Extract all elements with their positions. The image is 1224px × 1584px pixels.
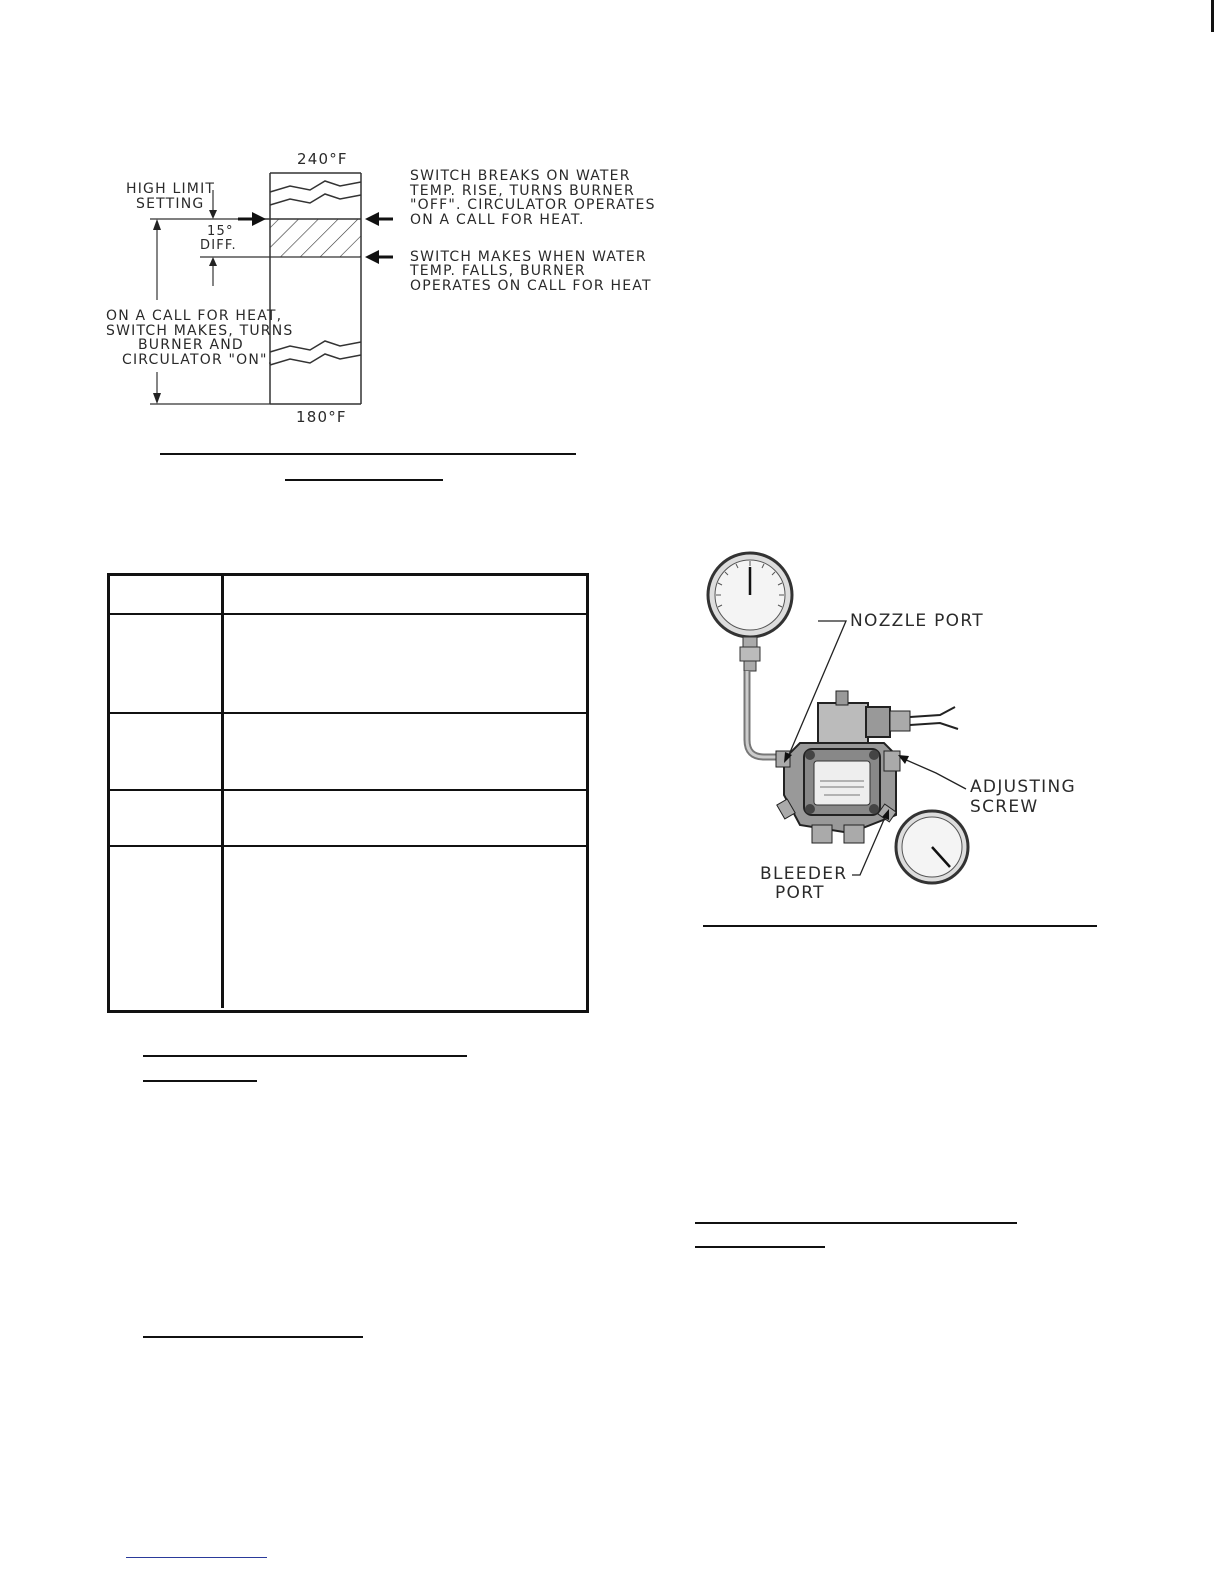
left-heading-rule-1 [143,1055,467,1057]
diagram-caption-rule-2 [285,479,443,481]
table-border [107,573,589,1013]
table-row-divider-4 [108,845,586,847]
makes-note-line3: OPERATES ON CALL FOR HEAT [410,278,652,294]
right-heading-rule-1 [695,1222,1017,1224]
pump-caption-rule [703,925,1097,927]
adjusting-screw-label-line2: SCREW [970,797,1039,817]
table-row-divider-1 [108,613,586,615]
makes-note-line2: TEMP. FALLS, BURNER [410,263,586,279]
footer-link-rule [126,1557,267,1558]
bleeder-port-label-line2: PORT [775,883,825,903]
table-row-divider-3 [108,789,586,791]
left-heading-rule-2 [143,1080,257,1082]
call-label-line3: BURNER AND [138,337,244,353]
bleeder-port-label-line1: BLEEDER [760,864,848,884]
call-label-line4: CIRCULATOR "ON". [122,352,274,368]
table-row-divider-2 [108,712,586,714]
breaks-note-line4: ON A CALL FOR HEAT. [410,212,585,228]
left-heading-rule-3 [143,1336,363,1338]
high-limit-label-line1: HIGH LIMIT [126,181,216,197]
top-temp-label: 240°F [297,150,348,168]
breaks-note-line1: SWITCH BREAKS ON WATER [410,168,631,184]
call-label-line1: ON A CALL FOR HEAT, [106,308,283,324]
call-label-line2: SWITCH MAKES, TURNS [106,323,294,339]
nozzle-port-label: NOZZLE PORT [850,611,984,631]
makes-note-line1: SWITCH MAKES WHEN WATER [410,249,647,265]
breaks-note-line3: "OFF". CIRCULATOR OPERATES [410,197,656,213]
table-column-divider [221,575,224,1008]
diff-label-line2: DIFF. [200,238,237,253]
page-edge-mark [1211,0,1214,32]
breaks-note-line2: TEMP. RISE, TURNS BURNER [410,183,635,199]
high-limit-label-line2: SETTING [136,196,205,212]
pump-graphic [700,545,1076,910]
adjusting-screw-label-line1: ADJUSTING [970,777,1076,797]
diff-label-line1: 15° [207,224,234,239]
right-heading-rule-2 [695,1246,825,1248]
diagram-caption-rule-1 [160,453,576,455]
bottom-temp-label: 180°F [296,408,347,426]
